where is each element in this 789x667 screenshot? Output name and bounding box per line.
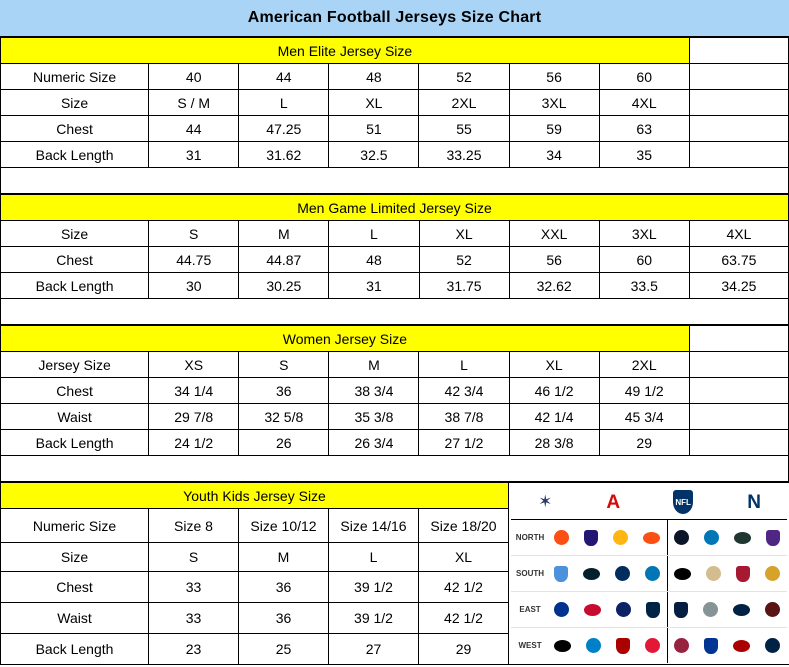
team-logo-icon (584, 604, 601, 616)
cell: M (239, 221, 329, 247)
cell: 34 (509, 142, 599, 168)
cell: 32.5 (329, 142, 419, 168)
nfc-logo-icon: N (747, 491, 760, 513)
men-game-limited-table (0, 194, 789, 325)
cell: 40 (149, 64, 239, 90)
cell: 26 (239, 430, 329, 456)
cell: 38 7/8 (419, 404, 509, 430)
cell: Size 10/12 (239, 509, 329, 543)
cell: 33.5 (599, 273, 689, 299)
team-logo-icon (643, 532, 660, 544)
team-logo-icon (704, 638, 718, 654)
cell: 33.25 (419, 142, 509, 168)
team-logo-icon (613, 530, 628, 545)
cell: 39 1/2 (329, 603, 419, 634)
blank-cell (689, 352, 788, 378)
afc-north-teams (547, 530, 667, 546)
cell: Size 18/20 (419, 509, 509, 543)
spacer-row (1, 168, 789, 194)
section-banner-row (1, 326, 789, 352)
team-logo-icon (733, 604, 750, 616)
cell: 52 (419, 247, 509, 273)
team-logo-icon (586, 638, 601, 653)
cell: 60 (599, 64, 689, 90)
afc-east-teams (547, 602, 667, 618)
division-row-north (511, 520, 787, 556)
cell: 59 (509, 116, 599, 142)
cell: XS (149, 352, 239, 378)
division-label: WEST (518, 641, 542, 650)
section-banner-row (1, 195, 789, 221)
banner-men-elite: Men Elite Jersey Size (1, 38, 690, 64)
cell: 29 7/8 (149, 404, 239, 430)
cell: 44.87 (239, 247, 329, 273)
cell: 29 (599, 430, 689, 456)
row-label: Chest (1, 247, 149, 273)
women-jersey-table (0, 325, 789, 482)
afc-south-teams (547, 566, 667, 582)
team-logo-icon (554, 530, 569, 545)
afc-logo-icon: A (606, 491, 620, 513)
cell: 24 1/2 (149, 430, 239, 456)
nfc-east-teams (668, 602, 788, 618)
cell: 48 (329, 247, 419, 273)
blank-cell (689, 430, 788, 456)
cell: 23 (149, 634, 239, 665)
cell: 56 (509, 64, 599, 90)
cell: 38 3/4 (329, 378, 419, 404)
cell: 39 1/2 (329, 572, 419, 603)
blank-cell (689, 142, 788, 168)
cell: 25 (239, 634, 329, 665)
cell: 36 (239, 572, 329, 603)
cell: 42 3/4 (419, 378, 509, 404)
spacer (1, 168, 789, 194)
cell: L (419, 352, 509, 378)
division-label: SOUTH (516, 569, 545, 578)
cell: 46 1/2 (509, 378, 599, 404)
table-row (1, 378, 789, 404)
cell: Size 14/16 (329, 509, 419, 543)
cell: 35 (599, 142, 689, 168)
cell: 34 1/4 (149, 378, 239, 404)
cell: S (239, 352, 329, 378)
cell: 4XL (599, 90, 689, 116)
cell: 52 (419, 64, 509, 90)
cell: 27 (329, 634, 419, 665)
banner-men-game-limited: Men Game Limited Jersey Size (1, 195, 789, 221)
cell: L (329, 221, 419, 247)
row-label: Chest (1, 572, 149, 603)
conference-logo-row (511, 485, 787, 520)
team-logo-icon (616, 602, 631, 617)
division-label: NORTH (515, 533, 545, 542)
cell: XL (329, 90, 419, 116)
cell: 36 (239, 378, 329, 404)
table-row (1, 247, 789, 273)
spacer-row (1, 456, 789, 482)
team-logo-icon (583, 568, 600, 580)
row-label: Waist (1, 603, 149, 634)
spacer (1, 456, 789, 482)
nfc-south-teams (668, 566, 788, 582)
team-logo-icon (734, 532, 751, 544)
team-logo-icon (765, 638, 780, 653)
cell: 42 1/4 (509, 404, 599, 430)
table-row (1, 352, 789, 378)
blank-cell (689, 38, 788, 64)
table-row (1, 273, 789, 299)
cell: 42 1/2 (419, 572, 509, 603)
team-logo-icon (674, 638, 689, 653)
division-label: EAST (519, 605, 541, 614)
row-label: Size (1, 543, 149, 572)
team-logo-icon (736, 566, 750, 582)
cell: S (149, 543, 239, 572)
team-logo-icon (674, 530, 689, 545)
section-banner-row (1, 38, 789, 64)
row-label: Back Length (1, 634, 149, 665)
cell: 2XL (419, 90, 509, 116)
team-logo-icon (646, 602, 660, 618)
team-logo-icon (704, 530, 719, 545)
page-title-bar (0, 0, 789, 37)
team-logo-icon (616, 638, 630, 654)
cell: 2XL (599, 352, 689, 378)
table-row (1, 430, 789, 456)
cell: M (239, 543, 329, 572)
team-logo-icon (706, 566, 721, 581)
cell: XL (509, 352, 599, 378)
blank-cell (689, 116, 788, 142)
cell: 63.75 (689, 247, 788, 273)
row-label: Numeric Size (1, 64, 149, 90)
cell: 42 1/2 (419, 603, 509, 634)
cell: M (329, 352, 419, 378)
team-logo-icon (584, 530, 598, 546)
cell: 31.62 (239, 142, 329, 168)
cell: S (149, 221, 239, 247)
row-label: Jersey Size (1, 352, 149, 378)
team-logo-icon (645, 638, 660, 653)
blank-cell (689, 326, 788, 352)
cell: Size 8 (149, 509, 239, 543)
team-logo-icon (615, 566, 630, 581)
blank-cell (689, 90, 788, 116)
cell: 28 3/8 (509, 430, 599, 456)
cell: 32 5/8 (239, 404, 329, 430)
cell: 3XL (599, 221, 689, 247)
team-logo-icon (733, 640, 750, 652)
table-row (1, 116, 789, 142)
table-row (1, 64, 789, 90)
cell: 4XL (689, 221, 788, 247)
cell: 55 (419, 116, 509, 142)
cell: 45 3/4 (599, 404, 689, 430)
team-logo-icon (766, 530, 780, 546)
page-title: American Football Jerseys Size Chart (247, 9, 542, 26)
cell: 60 (599, 247, 689, 273)
nfl-shield-icon: NFL (673, 490, 693, 514)
cell: 30.25 (239, 273, 329, 299)
team-logo-icon (765, 602, 780, 617)
row-label: Back Length (1, 142, 149, 168)
table-row (1, 404, 789, 430)
star-burst-icon: ✶ (538, 492, 553, 511)
cell: XL (419, 543, 509, 572)
cell: 44 (239, 64, 329, 90)
cell: 47.25 (239, 116, 329, 142)
cell: 34.25 (689, 273, 788, 299)
division-row-east (511, 592, 787, 628)
cell: 26 3/4 (329, 430, 419, 456)
cell: L (239, 90, 329, 116)
cell: 31 (329, 273, 419, 299)
men-elite-table (0, 37, 789, 194)
cell: S / M (149, 90, 239, 116)
cell: 31 (149, 142, 239, 168)
cell: 33 (149, 603, 239, 634)
team-logo-icon (703, 602, 718, 617)
team-logo-icon (554, 566, 568, 582)
cell: 35 3/8 (329, 404, 419, 430)
section-banner-row (1, 483, 789, 509)
division-row-south (511, 556, 787, 592)
team-logo-icon (765, 566, 780, 581)
cell: 31.75 (419, 273, 509, 299)
cell: 48 (329, 64, 419, 90)
cell: 56 (509, 247, 599, 273)
cell: 44.75 (149, 247, 239, 273)
table-row (1, 90, 789, 116)
row-label: Numeric Size (1, 509, 149, 543)
cell: 36 (239, 603, 329, 634)
youth-kids-table (0, 482, 789, 665)
cell: 63 (599, 116, 689, 142)
nfc-west-teams (668, 638, 788, 654)
team-logo-icon (554, 640, 571, 652)
cell: 27 1/2 (419, 430, 509, 456)
cell: 33 (149, 572, 239, 603)
team-logo-icon (674, 568, 691, 580)
cell: 29 (419, 634, 509, 665)
row-label: Back Length (1, 273, 149, 299)
nfc-north-teams (668, 530, 788, 546)
cell: 44 (149, 116, 239, 142)
division-row-west (511, 628, 787, 663)
spacer-row (1, 299, 789, 325)
banner-women: Women Jersey Size (1, 326, 690, 352)
row-label: Chest (1, 116, 149, 142)
team-logo-icon (674, 602, 688, 618)
nfl-team-logos-panel (509, 483, 789, 665)
table-row (1, 221, 789, 247)
cell: L (329, 543, 419, 572)
cell: XL (419, 221, 509, 247)
cell: 49 1/2 (599, 378, 689, 404)
row-label: Waist (1, 404, 149, 430)
spacer (1, 299, 789, 325)
blank-cell (689, 64, 788, 90)
row-label: Back Length (1, 430, 149, 456)
banner-youth-kids: Youth Kids Jersey Size (1, 483, 509, 509)
table-row (1, 142, 789, 168)
cell: 32.62 (509, 273, 599, 299)
row-label: Size (1, 90, 149, 116)
team-logo-icon (554, 602, 569, 617)
cell: XXL (509, 221, 599, 247)
blank-cell (689, 378, 788, 404)
afc-west-teams (547, 638, 667, 654)
cell: 30 (149, 273, 239, 299)
blank-cell (689, 404, 788, 430)
cell: 51 (329, 116, 419, 142)
team-logo-icon (645, 566, 660, 581)
cell: 3XL (509, 90, 599, 116)
row-label: Size (1, 221, 149, 247)
row-label: Chest (1, 378, 149, 404)
